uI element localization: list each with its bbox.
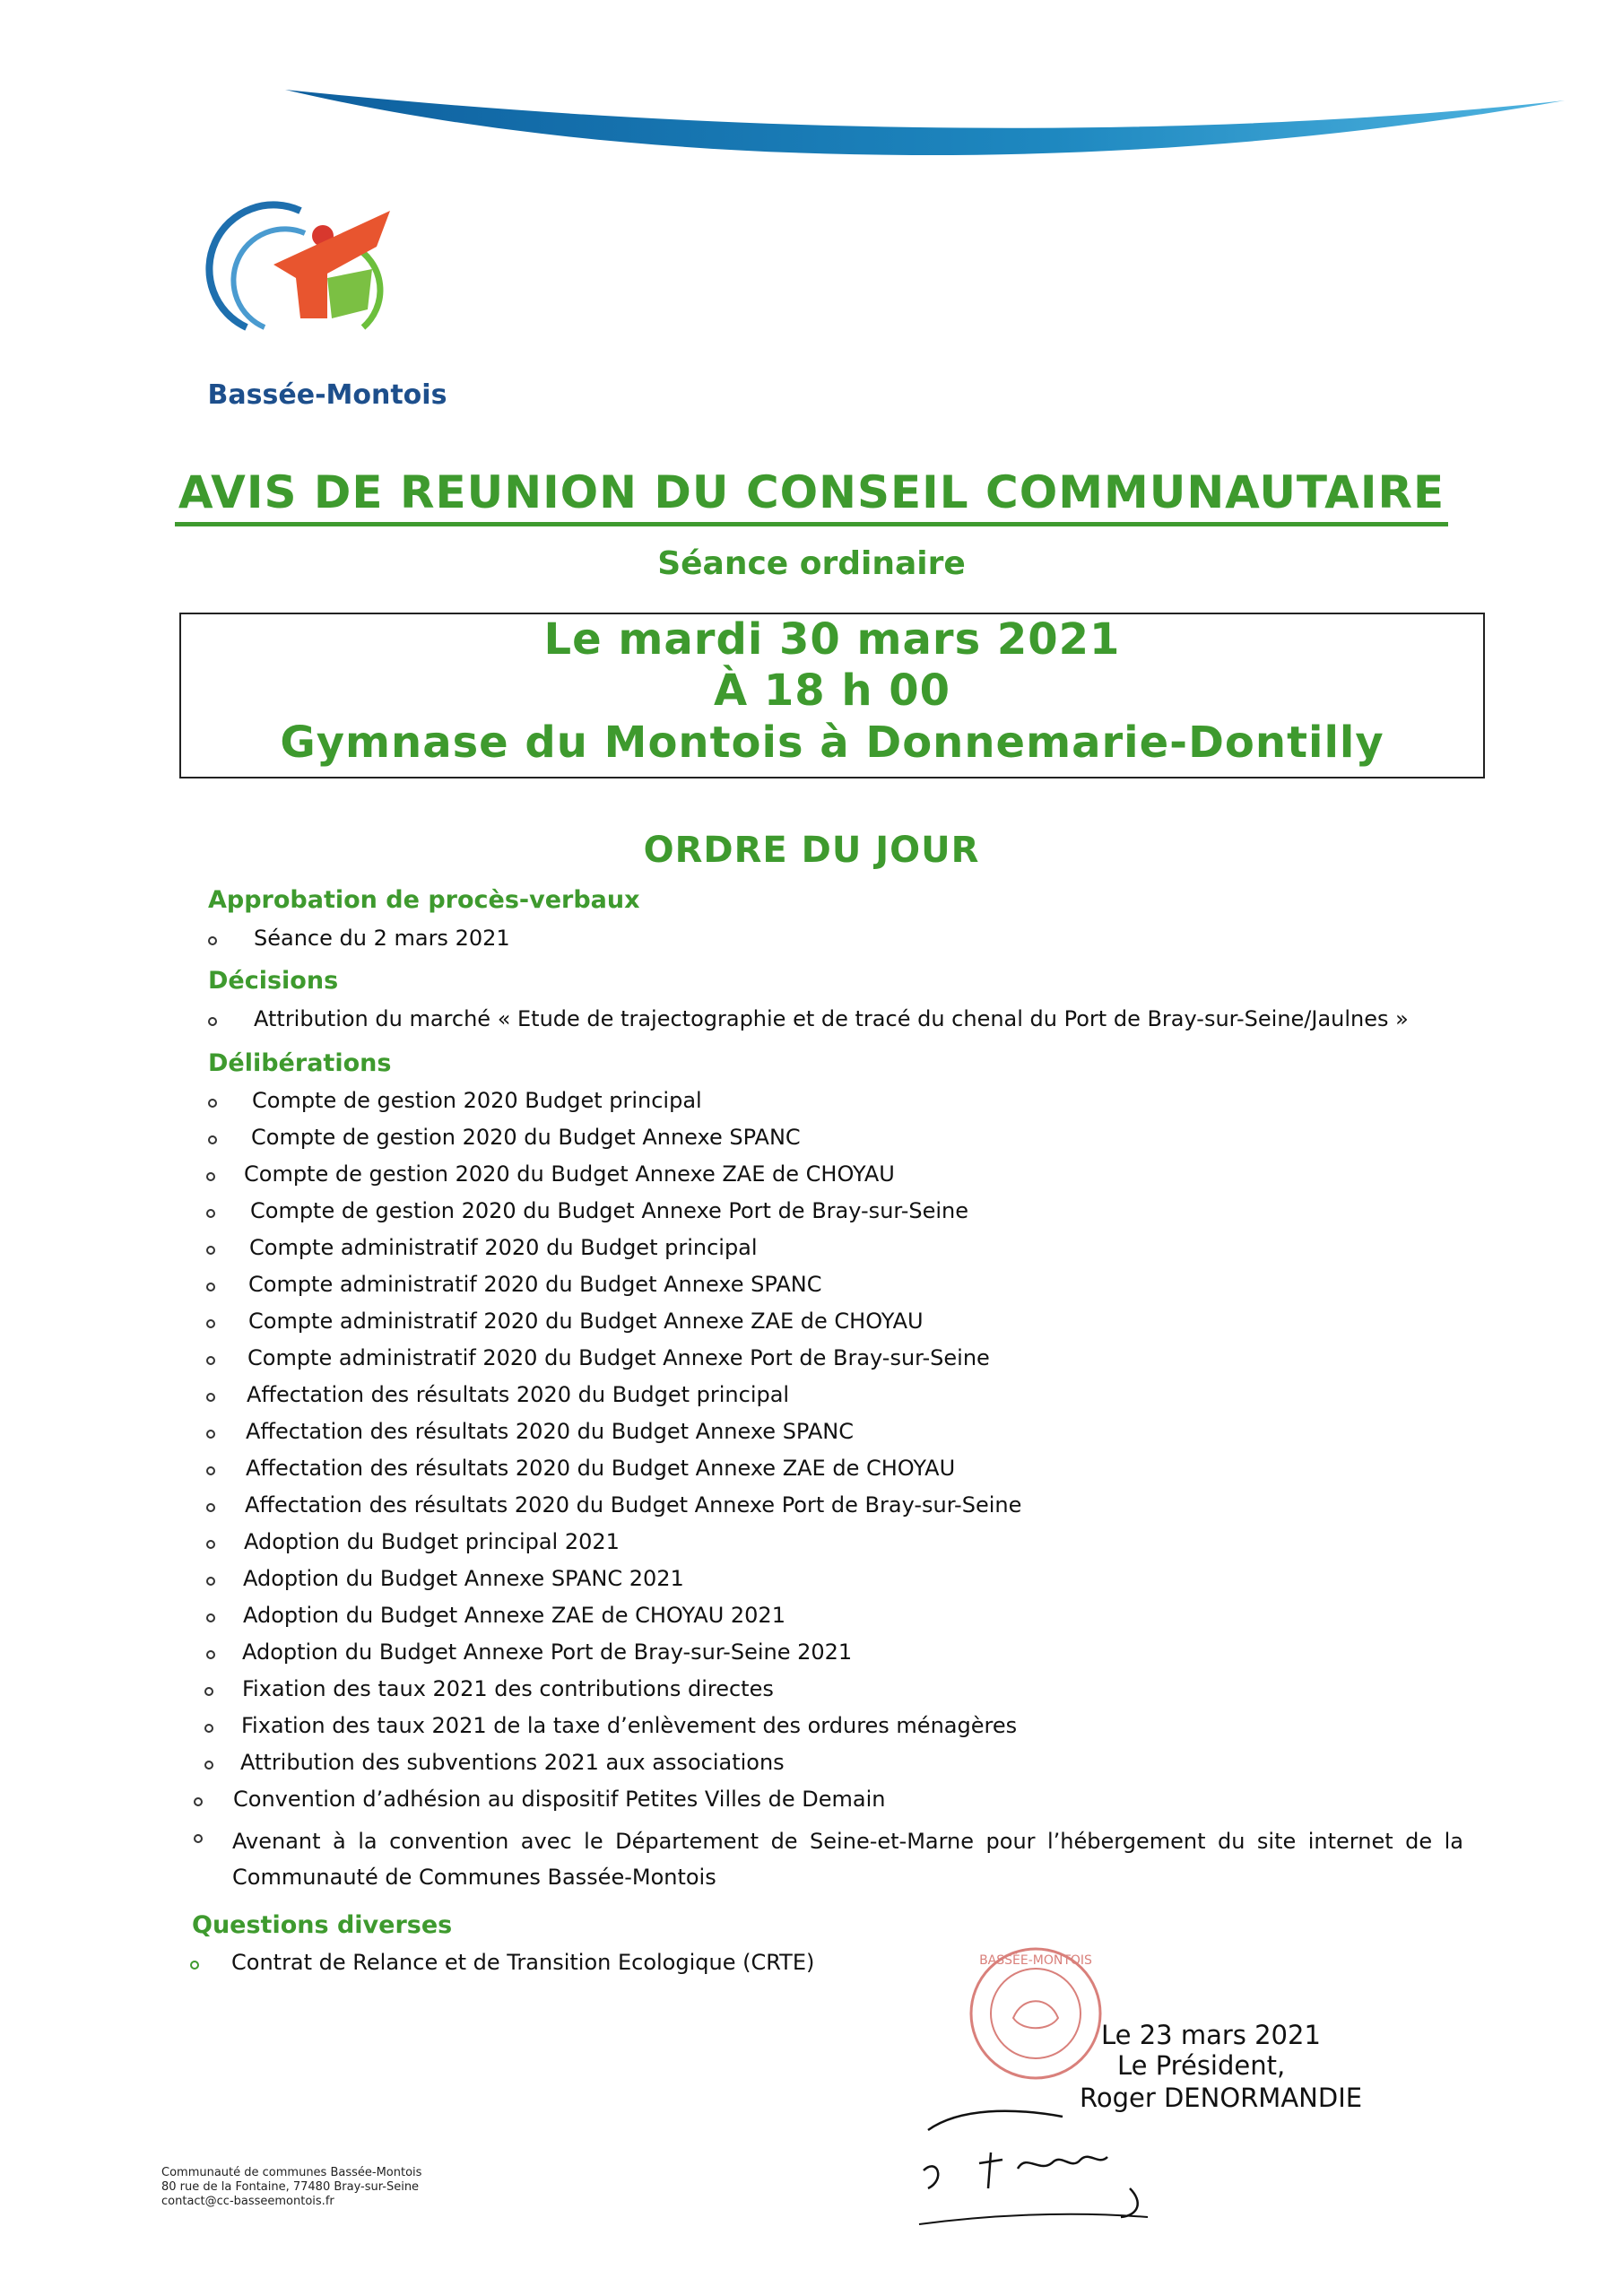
bullet-icon — [208, 1017, 217, 1026]
list-item: Compte administratif 2020 du Budget Annexe SPANC — [248, 1272, 822, 1297]
meeting-date: Le mardi 30 mars 2021 — [543, 614, 1121, 665]
bullet-icon — [206, 1172, 215, 1181]
official-stamp — [964, 1942, 1107, 2085]
footer-email: contact@cc-basseemontois.fr — [161, 2195, 334, 2208]
list-item: Attribution des subventions 2021 aux associations — [240, 1750, 785, 1775]
section-decisions: Décisions — [208, 967, 339, 995]
bassee-montois-logo — [193, 193, 462, 426]
agenda-title: ORDRE DU JOUR — [643, 830, 980, 871]
bullet-icon — [190, 1961, 199, 1970]
bullet-icon — [206, 1283, 215, 1292]
signature-name: Roger DENORMANDIE — [1080, 2083, 1363, 2113]
bullet-icon — [206, 1209, 215, 1218]
page-title-text: AVIS DE REUNION DU CONSEIL COMMUNAUTAIRE — [175, 466, 1448, 526]
list-item: Compte administratif 2020 du Budget Annexe Port de Bray-sur-Seine — [247, 1345, 990, 1370]
list-item: Avenant à la convention avec le Département de Seine-et-Marne pour l’hébergement du site internet de la Communauté de Communes Bassée-Montois — [232, 1829, 1463, 1890]
list-item: Adoption du Budget principal 2021 — [244, 1529, 620, 1554]
meeting-time: À 18 h 00 — [713, 665, 951, 716]
list-item: Compte de gestion 2020 du Budget Annexe ZAE de CHOYAU — [244, 1161, 895, 1187]
header-swoosh-decoration — [0, 0, 1623, 215]
bullet-icon — [206, 1466, 215, 1475]
list-item: Fixation des taux 2021 de la taxe d’enlèvement des ordures ménagères — [241, 1713, 1018, 1738]
bullet-icon — [206, 1650, 215, 1659]
bullet-icon — [204, 1724, 213, 1733]
bullet-icon — [206, 1356, 215, 1365]
list-item: Compte de gestion 2020 du Budget Annexe Port de Bray-sur-Seine — [250, 1198, 969, 1223]
meeting-place: Gymnase du Montois à Donnemarie-Dontilly — [280, 718, 1384, 768]
bullet-icon — [208, 1099, 217, 1108]
list-item: Contrat de Relance et de Transition Ecologique (CRTE) — [231, 1950, 815, 1975]
page-title — [0, 466, 1623, 518]
list-item: Adoption du Budget Annexe SPANC 2021 — [243, 1566, 684, 1591]
list-item: Adoption du Budget Annexe ZAE de CHOYAU 2021 — [243, 1603, 785, 1628]
list-item: Fixation des taux 2021 des contributions directes — [242, 1676, 774, 1701]
bullet-icon — [206, 1319, 215, 1328]
bullet-icon — [206, 1613, 215, 1622]
list-item: Affectation des résultats 2020 du Budget principal — [247, 1382, 790, 1407]
list-item: Affectation des résultats 2020 du Budget Annexe ZAE de CHOYAU — [246, 1456, 956, 1481]
list-item: Séance du 2 mars 2021 — [254, 926, 510, 951]
handwritten-signature — [906, 2090, 1166, 2233]
stamp-text: BASSÉE-MONTOIS — [979, 1953, 1092, 1968]
bullet-icon — [208, 936, 217, 945]
bullet-icon — [206, 1430, 215, 1439]
footer-org: Communauté de communes Bassée-Montois — [161, 2166, 422, 2179]
list-item: Compte de gestion 2020 Budget principal — [252, 1088, 702, 1113]
bullet-icon — [206, 1540, 215, 1549]
signature-role: Le Président, — [1117, 2050, 1286, 2081]
bullet-icon — [204, 1687, 213, 1696]
bullet-icon — [206, 1503, 215, 1512]
footer-address: 80 rue de la Fontaine, 77480 Bray-sur-Seine — [161, 2180, 420, 2194]
list-item: Compte administratif 2020 du Budget Annexe ZAE de CHOYAU — [248, 1309, 924, 1334]
bullet-icon — [194, 1797, 203, 1806]
bullet-icon — [206, 1577, 215, 1586]
session-type: Séance ordinaire — [657, 545, 966, 582]
bullet-icon — [208, 1135, 217, 1144]
bullet-icon — [194, 1834, 203, 1843]
list-item: Compte de gestion 2020 du Budget Annexe SPANC — [251, 1125, 801, 1150]
list-item: Compte administratif 2020 du Budget principal — [249, 1235, 758, 1260]
section-questions: Questions diverses — [192, 1911, 453, 1939]
bullet-icon — [206, 1246, 215, 1255]
list-item: Adoption du Budget Annexe Port de Bray-sur-Seine 2021 — [242, 1639, 853, 1665]
section-approbation: Approbation de procès-verbaux — [208, 886, 640, 914]
list-item: Affectation des résultats 2020 du Budget Annexe Port de Bray-sur-Seine — [245, 1492, 1022, 1518]
logo-text: Bassée-Montois — [207, 379, 447, 411]
section-deliberations: Délibérations — [208, 1049, 392, 1077]
list-item: Attribution du marché « Etude de trajectographie et de tracé du chenal du Port de Bray-sur-Seine/Jaulnes » — [254, 1006, 1409, 1031]
bullet-icon — [204, 1761, 213, 1770]
bullet-icon — [206, 1393, 215, 1402]
list-item: Convention d’adhésion au dispositif Petites Villes de Demain — [233, 1787, 886, 1812]
signature-date: Le 23 mars 2021 — [1101, 2020, 1321, 2050]
list-item: Affectation des résultats 2020 du Budget Annexe SPANC — [246, 1419, 854, 1444]
